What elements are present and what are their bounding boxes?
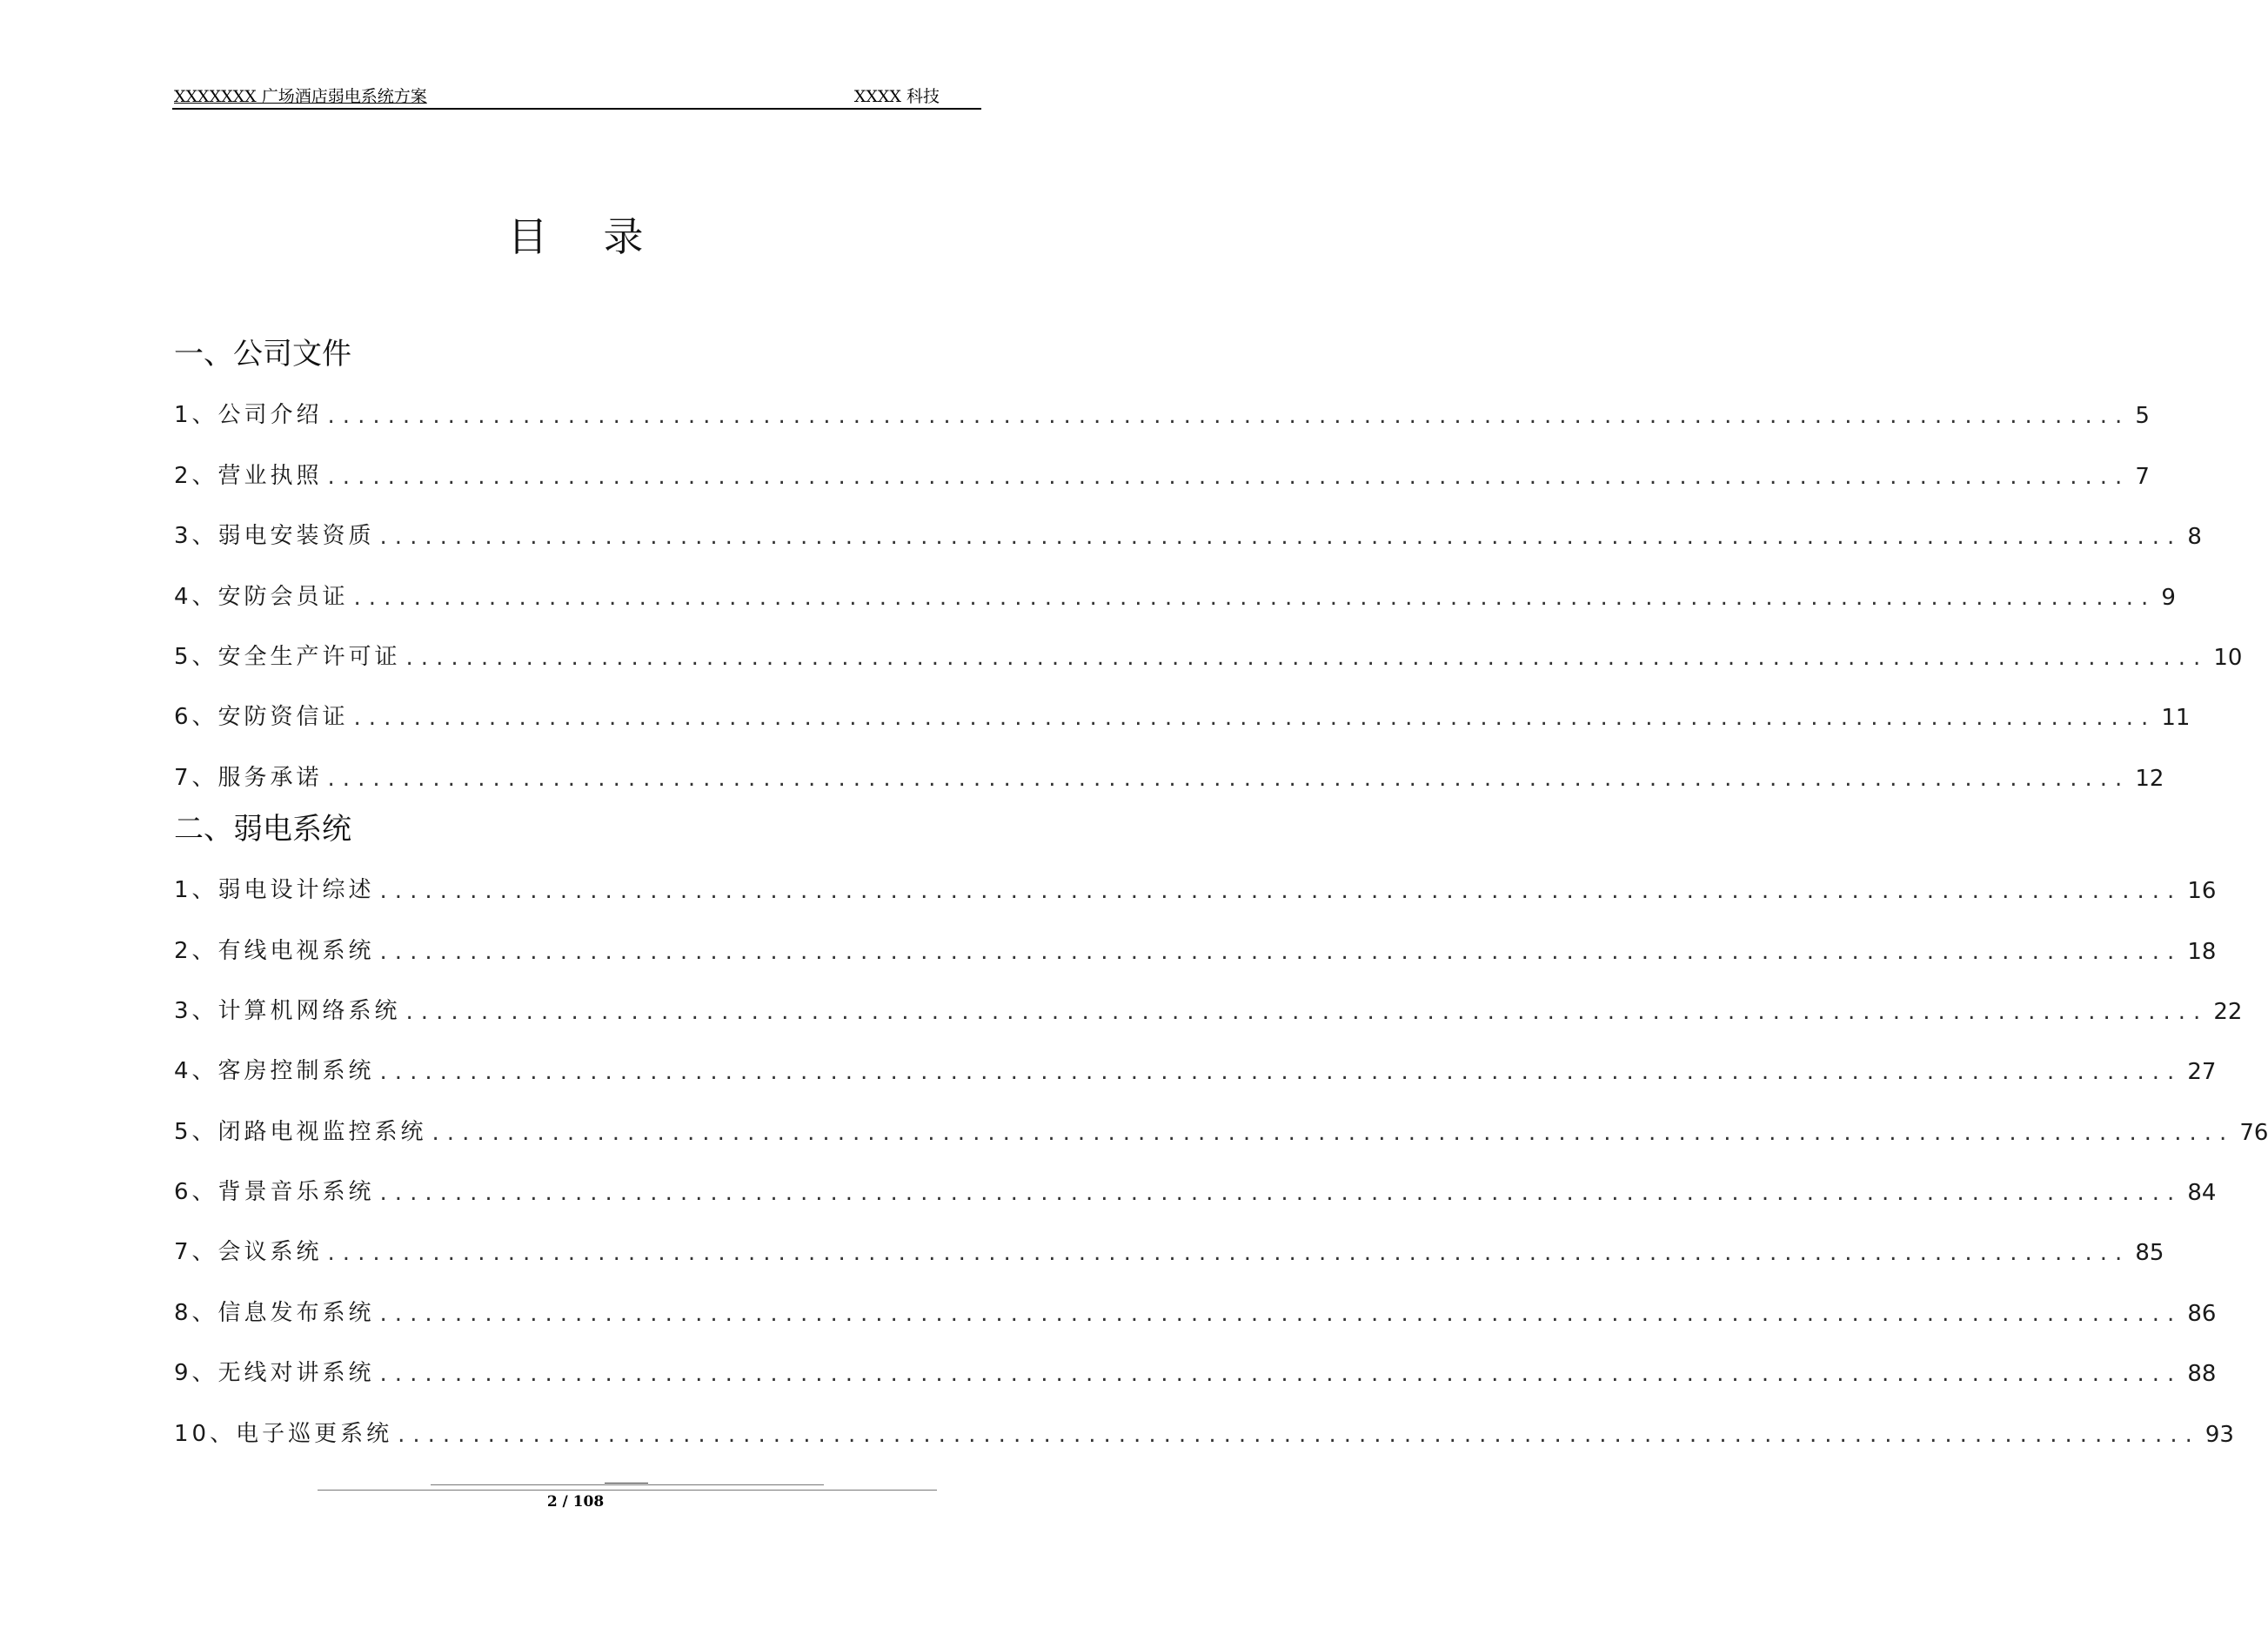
toc-entry[interactable]	[174, 1399, 2234, 1459]
toc-entry[interactable]	[174, 916, 2217, 976]
footer-rule-short	[431, 1484, 824, 1485]
toc-entry-page: 22	[2213, 998, 2243, 1025]
toc-entry-page: 16	[2187, 878, 2217, 905]
toc-entry-page: 85	[2135, 1240, 2164, 1267]
toc-entry[interactable]	[174, 623, 2243, 683]
toc-leader-dots: ........................................................................................................................	[379, 878, 2183, 905]
toc-entry-label: 4、客房控制系统	[174, 1058, 375, 1085]
toc-leader-dots: ........................................................................................................................	[327, 765, 2131, 792]
toc-leader-dots: ........................................................................................................................	[379, 1059, 2183, 1086]
toc-entry-page: 10	[2213, 644, 2243, 671]
toc-entry-page: 9	[2161, 584, 2176, 611]
toc-entry[interactable]	[174, 1339, 2217, 1399]
toc-entry-label: 3、计算机网络系统	[174, 997, 401, 1024]
page-number: 2 / 108	[546, 1493, 605, 1511]
toc-leader-dots: ........................................................................................................................	[379, 1180, 2183, 1207]
header-document-title: XXXXXXX 广场酒店弱电系统方案	[174, 87, 427, 106]
toc-entry-label: 6、背景音乐系统	[174, 1179, 375, 1206]
toc-leader-dots: ........................................................................................................................	[405, 644, 2209, 671]
toc-entry[interactable]	[174, 1037, 2217, 1097]
toc-entry-label: 8、信息发布系统	[174, 1299, 375, 1326]
toc-leader-dots: ........................................................................................................................	[327, 1240, 2131, 1267]
toc-entry-label: 10、电子巡更系统	[174, 1420, 393, 1447]
toc-entry-label: 2、营业执照	[174, 462, 323, 489]
toc-entry-page: 12	[2135, 765, 2164, 792]
toc-entry-label: 5、安全生产许可证	[174, 643, 401, 670]
toc-leader-dots: ........................................................................................................................	[398, 1421, 2200, 1448]
toc-leader-dots: ........................................................................................................................	[327, 463, 2131, 490]
toc-entry-page: 76	[2239, 1119, 2268, 1146]
toc-entry[interactable]	[174, 1218, 2164, 1278]
toc-entry[interactable]	[174, 683, 2191, 743]
toc-leader-dots: ........................................................................................................................	[353, 705, 2157, 732]
toc-entry-label: 5、闭路电视监控系统	[174, 1118, 427, 1145]
toc-section-heading: 二、弱电系统	[174, 811, 351, 847]
footer-rule-center	[605, 1483, 648, 1484]
page-header	[172, 82, 981, 110]
toc-section-heading: 一、公司文件	[174, 337, 351, 372]
toc-entry[interactable]	[174, 743, 2164, 803]
toc-entry-page: 8	[2187, 524, 2202, 551]
toc-title: 目录	[507, 213, 699, 260]
toc-leader-dots: ........................................................................................................................	[327, 403, 2131, 430]
table-of-contents	[174, 329, 2268, 1460]
toc-entry-page: 27	[2187, 1059, 2217, 1086]
toc-entry-label: 6、安防资信证	[174, 704, 349, 731]
toc-entry[interactable]	[174, 441, 2150, 501]
toc-entry[interactable]	[174, 977, 2243, 1037]
toc-entry[interactable]	[174, 1278, 2217, 1338]
toc-entry-label: 1、弱电设计综述	[174, 877, 375, 904]
toc-entry-label: 1、公司介绍	[174, 402, 323, 429]
toc-entry-label: 3、弱电安装资质	[174, 523, 375, 550]
toc-entry-label: 2、有线电视系统	[174, 937, 375, 964]
toc-entry-label: 7、服务承诺	[174, 764, 323, 791]
toc-entry[interactable]	[174, 502, 2202, 562]
toc-entry-label: 4、安防会员证	[174, 583, 349, 610]
toc-entry-page: 84	[2187, 1180, 2217, 1207]
toc-leader-dots: ........................................................................................................................	[432, 1119, 2235, 1146]
toc-leader-dots: ........................................................................................................................	[405, 998, 2209, 1025]
toc-entry[interactable]	[174, 381, 2150, 441]
toc-entry-page: 88	[2187, 1361, 2217, 1388]
toc-leader-dots: ........................................................................................................................	[379, 524, 2183, 551]
toc-entry-label: 7、会议系统	[174, 1239, 323, 1266]
toc-entry-page: 93	[2204, 1421, 2234, 1448]
header-company-name: XXXX 科技	[853, 87, 940, 106]
toc-entry[interactable]	[174, 1097, 2268, 1157]
toc-entry-page: 86	[2187, 1300, 2217, 1327]
toc-entry-page: 5	[2135, 403, 2150, 430]
toc-entry[interactable]	[174, 856, 2217, 916]
toc-entry-label: 9、无线对讲系统	[174, 1360, 375, 1387]
toc-leader-dots: ........................................................................................................................	[379, 938, 2183, 965]
toc-leader-dots: ........................................................................................................................	[379, 1300, 2183, 1327]
toc-entry[interactable]	[174, 562, 2176, 622]
toc-entry-page: 18	[2187, 938, 2217, 965]
footer-rule-long	[318, 1490, 937, 1491]
toc-entry-page: 7	[2135, 463, 2150, 490]
toc-leader-dots: ........................................................................................................................	[353, 584, 2157, 611]
toc-entry[interactable]	[174, 1158, 2217, 1218]
toc-entry-page: 11	[2161, 705, 2191, 732]
toc-leader-dots: ........................................................................................................................	[379, 1361, 2183, 1388]
